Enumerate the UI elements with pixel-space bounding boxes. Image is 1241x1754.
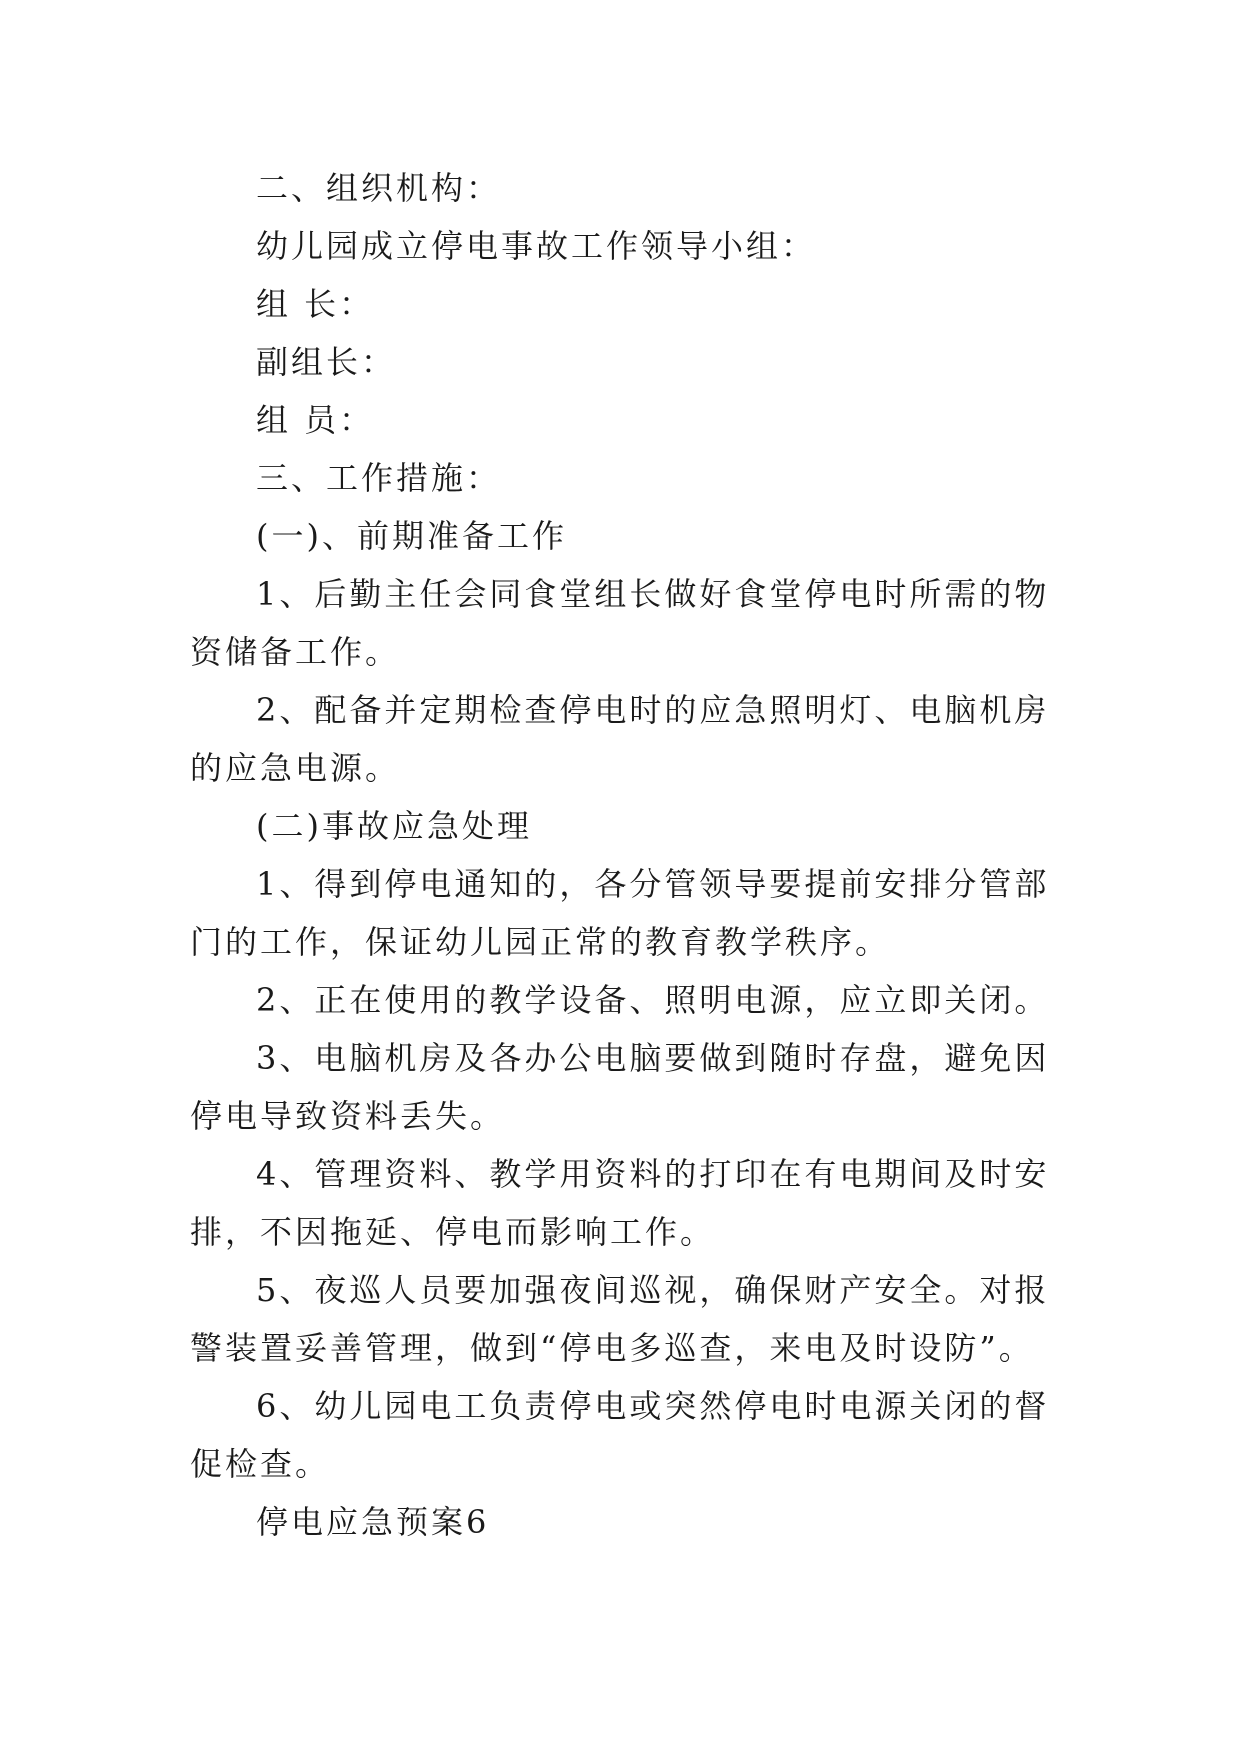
next-plan-title: 停电应急预案6 [256,1503,490,1541]
subheading-preparation: (一)、前期准备工作 [256,517,567,555]
paragraph-handling-item-4: 4、管理资料、教学用资料的打印在有电期间及时安排，不因拖延、停电而影响工作。 [190,1155,1050,1251]
paragraph-prep-item-2: 2、配备并定期检查停电时的应急照明灯、电脑机房的应急电源。 [190,691,1050,787]
document-body [190,159,1051,1551]
subheading-emergency-handling: (二)事故应急处理 [256,807,532,845]
paragraph-leadership-group: 幼儿园成立停电事故工作领导小组： [256,227,817,265]
paragraph-prep-item-1: 1、后勤主任会同食堂组长做好食堂停电时所需的物资储备工作。 [190,575,1050,671]
paragraph-handling-item-1: 1、得到停电通知的，各分管领导要提前安排分管部门的工作，保证幼儿园正常的教育教学秩序。 [190,865,1050,961]
paragraph-deputy-leader: 副组长： [256,343,397,381]
paragraph-group-members: 组 员： [256,401,375,439]
paragraph-handling-item-5: 5、夜巡人员要加强夜间巡视，确保财产安全。对报警装置妥善管理，做到“停电多巡查，来电及时设防”。 [190,1271,1050,1367]
section-heading-organization: 二、组织机构： [256,169,502,207]
paragraph-group-leader: 组 长： [256,285,375,323]
section-heading-measures: 三、工作措施： [256,459,502,497]
paragraph-handling-item-6: 6、幼儿园电工负责停电或突然停电时电源关闭的督促检查。 [190,1387,1050,1483]
paragraph-handling-item-2: 2、正在使用的教学设备、照明电源，应立即关闭。 [256,981,1050,1019]
paragraph-handling-item-3: 3、电脑机房及各办公电脑要做到随时存盘，避免因停电导致资料丢失。 [190,1039,1050,1135]
